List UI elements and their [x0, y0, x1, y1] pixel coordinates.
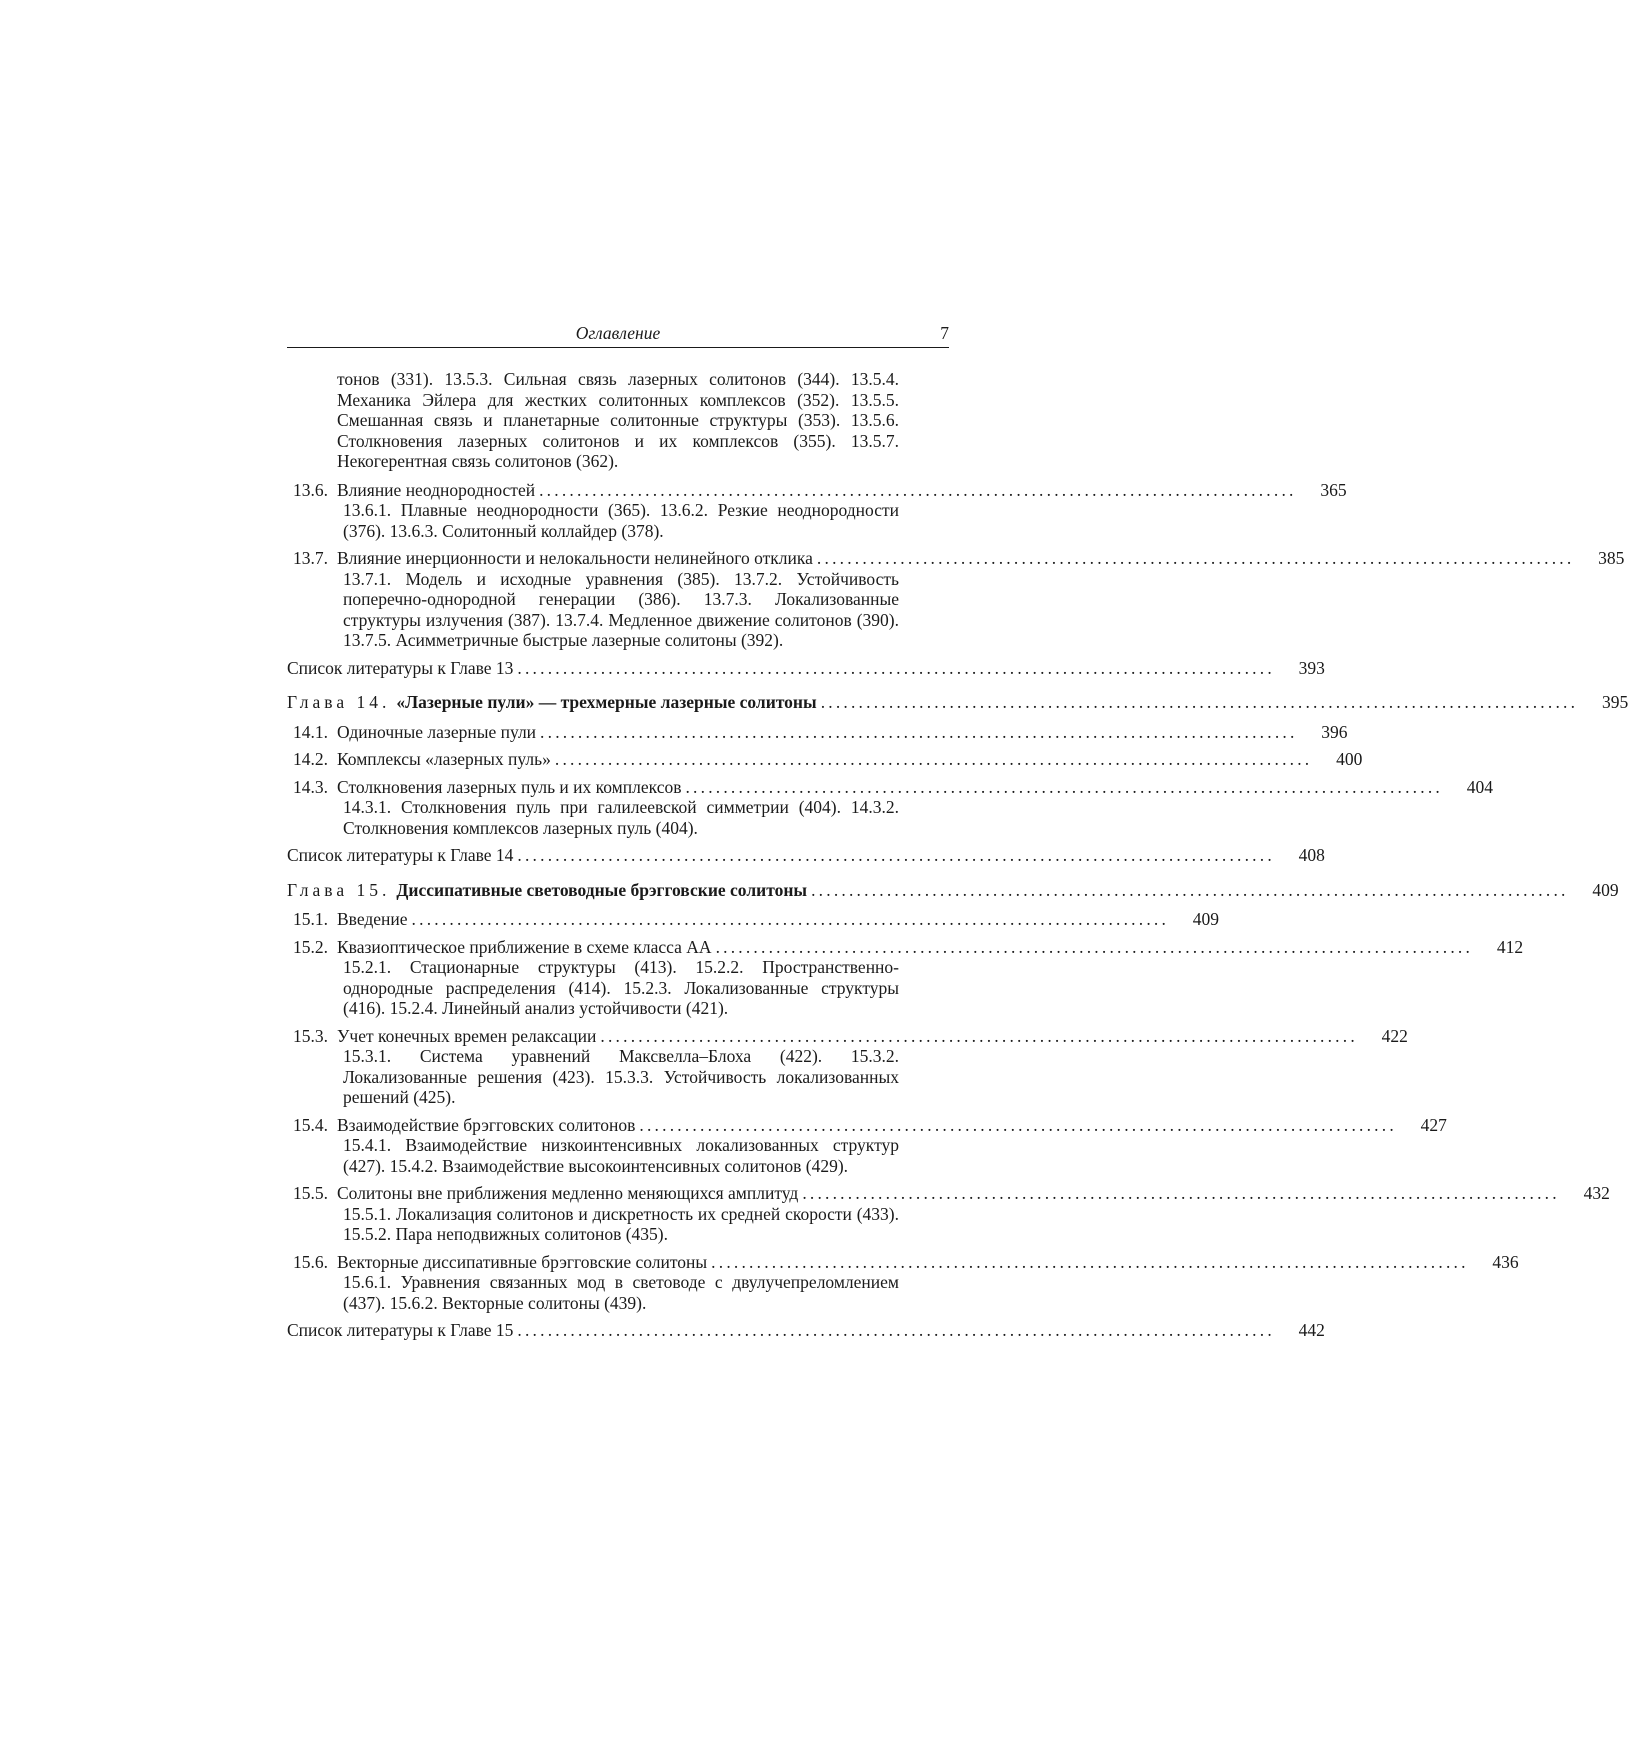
toc-entry-15-1[interactable]: 15.1. Введение .................................................................................................... 409 — [293, 909, 1220, 929]
toc-entry-page: 442 — [1298, 1320, 1325, 1340]
toc-entry-number: 15.1. — [293, 909, 328, 929]
toc-entry-title: Одиночные лазерные пули — [337, 721, 537, 742]
toc-entry-title: Взаимодействие брэгговских солитонов — [337, 1114, 636, 1135]
toc-entry-number: 14.1. — [293, 721, 328, 742]
toc-entry-15-2[interactable]: 15.2. Квазиоптическое приближение в схеме класса АА .................................................................................................... 412 15.2.1. Стационарные структуры (413). 15.2.2. Пространственно-однородные распределения (414). 15.2.3. Локализованные структуры (416). 15.2.4. Линейный анализ устойчивости (421). — [293, 936, 1524, 1018]
toc-entry-number: 14.2. — [293, 749, 328, 769]
toc-entry-title: Комплексы «лазерных пуль» — [337, 749, 551, 769]
toc-entry-number: 13.7. — [293, 548, 328, 568]
toc-entry-page: 432 — [1583, 1183, 1610, 1203]
toc-entry-15-4[interactable]: 15.4. Взаимодействие брэгговских солитонов .................................................................................................... 427 15.4.1. Взаимодействие низкоинтенсивных локализованных структур (427). 15.4.2. Взаимодействие высокоинтенсивных солитонов (429). — [293, 1114, 1447, 1176]
toc-entry-page: 404 — [1466, 776, 1493, 797]
toc-entry-number: 14.3. — [293, 776, 328, 797]
toc-subsections: 14.3.1. Столкновения пуль при галилеевской симметрии (404). 14.3.2. Столкновения комплексов лазерных пуль (404). — [343, 797, 899, 838]
toc-entry-page: 395 — [1601, 692, 1628, 712]
toc-entry-page: 427 — [1420, 1114, 1447, 1135]
running-header — [287, 323, 949, 348]
chapter-label: Глава 15. — [287, 879, 391, 900]
toc-entry-title: Учет конечных времен релаксации — [337, 1025, 597, 1046]
toc-entry-15-3[interactable]: 15.3. Учет конечных времен релаксации .................................................................................................... 422 15.3.1. Система уравнений Максвелла–Блоха (422). 15.3.2. Локализованные решения (423). 15.3.3. Устойчивость локализованных решений (425). — [293, 1025, 1408, 1107]
toc-entry-page: 400 — [1336, 749, 1363, 769]
chapter-title: Диссипативные световодные брэгговские солитоны — [396, 879, 808, 900]
toc-entry-page: 409 — [1192, 909, 1220, 929]
toc-subsections: 13.7.1. Модель и исходные уравнения (385). 13.7.2. Устойчивость поперечно-однородной генерации (386). 13.7.3. Локализованные структуры излучения (387). 13.7.4. Медленное движение солитонов (390). 13.7.5. Асимметричные быстрые лазерные солитоны (392). — [343, 568, 899, 650]
toc-entry-title: Список литературы к Главе 15 — [287, 1320, 514, 1340]
toc-entry-number: 13.6. — [293, 479, 328, 500]
toc-entry-14-2[interactable]: 14.2. Комплексы «лазерных пуль» .................................................................................................... 400 — [293, 749, 1363, 769]
chapter-label: Глава 14. — [287, 692, 391, 712]
book-page — [287, 0, 1628, 1755]
toc-subsections: 15.6.1. Уравнения связанных мод в световоде с двулучепреломлением (437). 15.6.2. Векторные солитоны (439). — [343, 1272, 899, 1313]
toc-entry-title: Векторные диссипативные брэгговские солитоны — [337, 1251, 708, 1272]
toc-entry-title: Солитоны вне приближения медленно меняющихся амплитуд — [337, 1183, 799, 1203]
toc-entry-13-6[interactable]: 13.6. Влияние неоднородностей .................................................................................................... 365 13.6.1. Плавные неоднородности (365). 13.6.2. Резкие неоднородности (376). 13.6.3. Солитонный коллайдер (378). — [293, 479, 1347, 541]
toc-entry-title: Влияние инерционности и нелокальности нелинейного отклика — [337, 548, 813, 568]
toc-entry-14-3[interactable]: 14.3. Столкновения лазерных пуль и их комплексов .................................................................................................... 404 14.3.1. Столкновения пуль при галилеевской симметрии (404). 14.3.2. Столкновения комплексов лазерных пуль (404). — [293, 776, 1493, 838]
page-number: 7 — [940, 323, 949, 343]
table-of-contents — [287, 369, 1628, 1348]
toc-entry-number: 15.3. — [293, 1025, 328, 1046]
toc-entry-title: Столкновения лазерных пуль и их комплексов — [337, 776, 682, 797]
toc-entry-page: 393 — [1298, 657, 1325, 678]
toc-subsections: 15.5.1. Локализация солитонов и дискретность их средней скорости (433). 15.5.2. Пара неподвижных солитонов (435). — [343, 1203, 899, 1244]
toc-entry-page: 385 — [1598, 548, 1625, 568]
toc-entry-title: Квазиоптическое приближение в схеме класса АА — [337, 936, 712, 957]
toc-entry-number: 15.6. — [293, 1251, 328, 1272]
toc-entry-page: 436 — [1492, 1251, 1519, 1272]
toc-entry-number: 15.2. — [293, 936, 328, 957]
toc-entry-page: 408 — [1298, 845, 1325, 865]
toc-entry-title: Список литературы к Главе 13 — [287, 657, 514, 678]
toc-references-13[interactable]: Список литературы к Главе 13 .................................................................................................... 393 — [287, 657, 1325, 678]
toc-entry-page: 412 — [1496, 936, 1524, 957]
toc-chapter-14[interactable]: Глава 14. «Лазерные пули» — трехмерные лазерные солитоны .................................................................................................... 395 — [287, 692, 1628, 712]
toc-subsections: 15.3.1. Система уравнений Максвелла–Блоха (422). 15.3.2. Локализованные решения (423). 15.3.3. Устойчивость локализованных решений (425). — [343, 1046, 899, 1107]
toc-entry-13-7[interactable]: 13.7. Влияние инерционности и нелокальности нелинейного отклика .................................................................................................... 385 13.7.1. Модель и исходные уравнения (385). 13.7.2. Устойчивость поперечно-однородной генерации (386). 13.7.3. Локализованные структуры излучения (387). 13.7.4. Медленное движение солитонов (390). 13.7.5. Асимметричные быстрые лазерные солитоны (392). — [293, 548, 1625, 650]
toc-subsections: 15.2.1. Стационарные структуры (413). 15.2.2. Пространственно-однородные распределения (414). 15.2.3. Локализованные структуры (416). 15.2.4. Линейный анализ устойчивости (421). — [343, 957, 899, 1018]
toc-chapter-15[interactable]: Глава 15. Диссипативные световодные брэгговские солитоны .................................................................................................... 409 — [287, 879, 1619, 900]
toc-entry-page: 365 — [1320, 479, 1347, 500]
toc-entry-page: 396 — [1321, 721, 1348, 742]
toc-entry-page: 422 — [1381, 1025, 1408, 1046]
toc-entry-number: 15.5. — [293, 1183, 328, 1203]
chapter-title: «Лазерные пули» — трехмерные лазерные солитоны — [396, 692, 817, 712]
toc-entry-15-6[interactable]: 15.6. Векторные диссипативные брэгговские солитоны .................................................................................................... 436 15.6.1. Уравнения связанных мод в световоде с двулучепреломлением (437). 15.6.2. Векторные солитоны (439). — [293, 1251, 1519, 1313]
toc-subsections: 13.6.1. Плавные неоднородности (365). 13.6.2. Резкие неоднородности (376). 13.6.3. Солитонный коллайдер (378). — [343, 500, 899, 541]
toc-references-14[interactable]: Список литературы к Главе 14 .................................................................................................... 408 — [287, 845, 1325, 865]
toc-entry-title: Введение — [337, 909, 408, 929]
toc-entry-title: Влияние неоднородностей — [337, 479, 536, 500]
running-title: Оглавление — [575, 323, 661, 343]
toc-entry-15-5[interactable]: 15.5. Солитоны вне приближения медленно меняющихся амплитуд .................................................................................................... 432 15.5.1. Локализация солитонов и дискретность их средней скорости (433). 15.5.2. Пара неподвижных солитонов (435). — [293, 1183, 1610, 1244]
toc-entry-14-1[interactable]: 14.1. Одиночные лазерные пули .................................................................................................... 396 — [293, 721, 1348, 742]
toc-entry-number: 15.4. — [293, 1114, 328, 1135]
toc-entry-page: 409 — [1592, 879, 1619, 900]
toc-references-15[interactable]: Список литературы к Главе 15 .................................................................................................... 442 — [287, 1320, 1325, 1340]
toc-entry-title: Список литературы к Главе 14 — [287, 845, 514, 865]
toc-subsections: 15.4.1. Взаимодействие низкоинтенсивных локализованных структур (427). 15.4.2. Взаимодействие высокоинтенсивных солитонов (429). — [343, 1135, 899, 1176]
toc-continuation-13-5: тонов (331). 13.5.3. Сильная связь лазерных солитонов (344). 13.5.4. Механика Эйлера для жестких солитонных комплексов (352). 13.5.5. Смешанная связь и планетарные солитонные структуры (353). 13.5.6. Столкновения лазерных солитонов и их комплексов (355). 13.5.7. Некогерентная связь солитонов (362). — [337, 369, 899, 471]
